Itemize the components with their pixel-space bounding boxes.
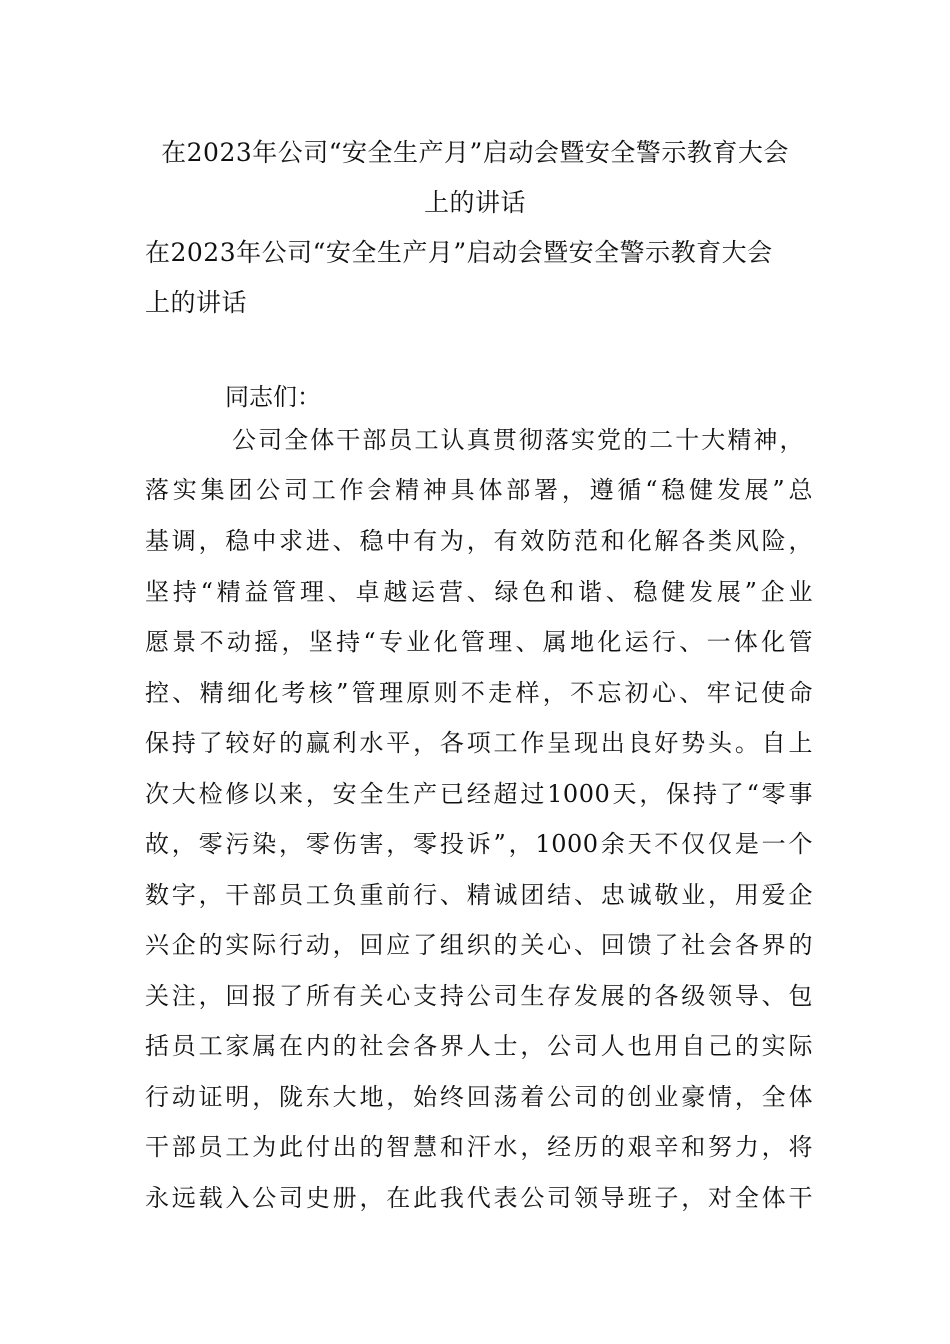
paragraph-line: 括员工家属在内的社会各界人士，公司人也用自己的实际: [145, 1032, 813, 1060]
paragraph-line: 故，零污染，零伤害，零投诉”，1000余天不仅仅是一个: [145, 830, 813, 858]
title-line: 在2023年公司“安全生产月”启动会暨安全警示教育大会: [145, 238, 773, 267]
paragraph-line: 基调，稳中求进、稳中有为，有效防范和化解各类风险，: [145, 527, 813, 555]
title-line: 上的讲话: [145, 288, 248, 317]
paragraph-line: 数字，干部员工负重前行、精诚团结、忠诚敬业，用爱企: [145, 881, 813, 909]
paragraph-line: 保持了较好的赢利水平，各项工作呈现出良好势头。自上: [145, 729, 813, 757]
paragraph-line: 行动证明，陇东大地，始终回荡着公司的创业豪情，全体: [145, 1083, 813, 1111]
paragraph-line: 关注，回报了所有关心支持公司生存发展的各级领导、包: [145, 982, 813, 1010]
paragraph-line: 兴企的实际行动，回应了组织的关心、回馈了社会各界的: [145, 931, 813, 959]
paragraph-line: 坚持“精益管理、卓越运营、绿色和谐、稳健发展”企业: [145, 578, 813, 606]
document-title-left: [145, 228, 813, 328]
salutation: 同志们：: [225, 383, 321, 411]
paragraph-line: 落实集团公司工作会精神具体部署，遵循“稳健发展”总: [145, 476, 813, 504]
title-line: 在2023年公司“安全生产月”启动会暨安全警示教育大会: [161, 138, 789, 167]
paragraph-line: 控、精细化考核”管理原则不走样，不忘初心、牢记使命: [145, 679, 813, 707]
paragraph-line: 愿景不动摇，坚持“专业化管理、属地化运行、一体化管: [145, 628, 813, 656]
title-line: 上的讲话: [423, 188, 526, 217]
paragraph-line: 公司全体干部员工认真贯彻落实党的二十大精神，: [232, 426, 804, 454]
paragraph-line: 次大检修以来，安全生产已经超过1000天，保持了“零事: [145, 780, 813, 808]
paragraph-line: 干部员工为此付出的智慧和汗水，经历的艰辛和努力，将: [145, 1133, 813, 1161]
paragraph-line: 永远载入公司史册，在此我代表公司领导班子，对全体干: [145, 1184, 813, 1212]
document-title-centered: [130, 128, 820, 228]
